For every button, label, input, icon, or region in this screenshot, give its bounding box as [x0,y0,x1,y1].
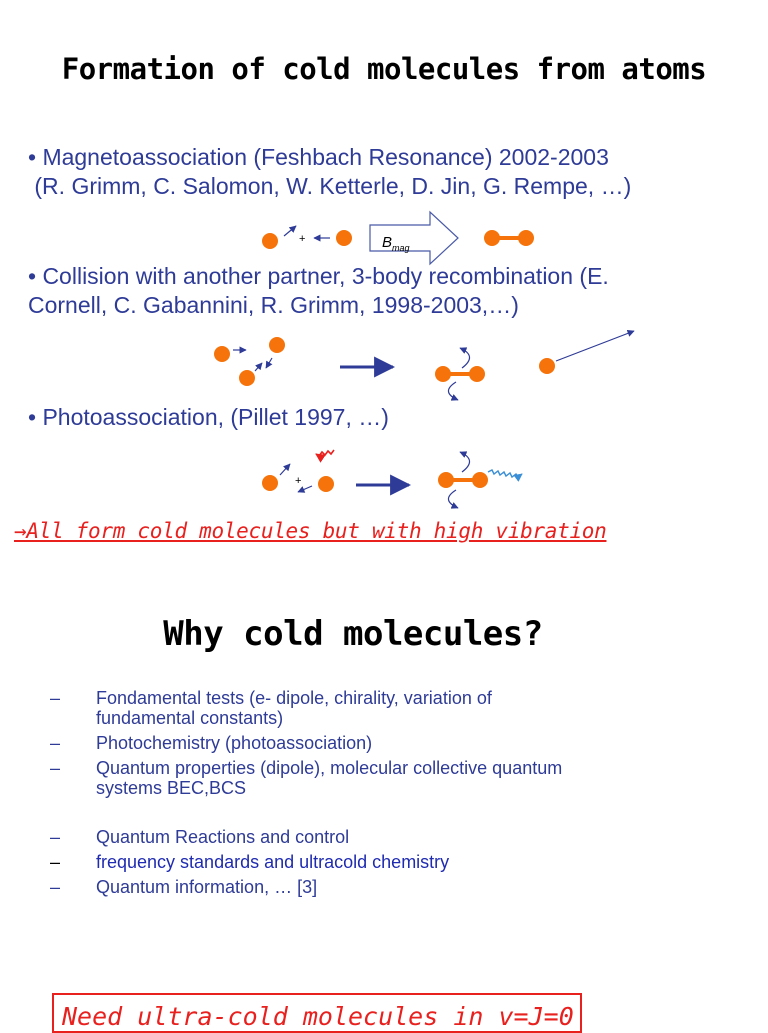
slide-title: Formation of cold molecules from atoms [61,52,707,86]
rotation-arrow [460,452,470,472]
reasons-list [50,688,750,897]
list-item-line: Quantum information, … [3] [96,877,318,897]
list-dash: – [50,733,61,753]
atom [269,337,285,353]
incoming-photon [316,450,334,456]
atom [262,233,278,249]
molecule-atom [518,230,534,246]
conclusion-highlight: →All form cold molecules but with high vibration [14,519,607,543]
rotation-arrow [460,348,470,368]
velocity-arrow [284,226,296,236]
list-item [50,688,750,728]
list-item-line: Quantum properties (dipole), molecular collective quantum [96,758,563,778]
plus-sign: + [295,475,302,487]
atom [262,475,278,491]
rotation-arrow [448,490,458,508]
bullet-line: • Collision with another partner, 3-body recombination (E. [28,263,609,289]
velocity-arrow [266,358,272,368]
list-item-line: Fondamental tests (e- dipole, chirality, variation of [96,688,492,708]
list-dash: – [50,758,61,778]
list-item-line: systems BEC,BCS [96,778,247,798]
diagram-photoassociation [262,450,522,508]
list-dash: – [50,688,61,708]
rotation-arrow [448,382,458,400]
atom [539,358,555,374]
plus-sign: + [299,233,306,245]
bullet-line: • Photoassociation, (Pillet 1997, …) [28,404,389,430]
atom [239,370,255,386]
bullet-line: (R. Grimm, C. Salomon, W. Ketterle, D. Jin, G. Rempe, …) [28,173,632,199]
atom [336,230,352,246]
list-item [50,877,750,897]
diagram-three-body [214,331,634,400]
molecule-atom [472,472,488,488]
diagram-magnetoassociation [262,212,534,264]
footer-callout-text: Need ultra-cold molecules in v=J=0 [62,1002,574,1031]
emitted-photon [488,470,522,477]
molecule-atom [469,366,485,382]
velocity-arrow [255,363,262,371]
list-item-line: Quantum Reactions and control [96,827,350,847]
list-dash: – [50,827,61,847]
atom [318,476,334,492]
list-item [50,758,750,798]
bullet-line: Cornell, C. Gabannini, R. Grimm, 1998-2003,…) [28,292,519,318]
list-dash: – [50,852,61,872]
list-item [50,827,750,847]
section-title: Why cold molecules? [163,614,543,654]
velocity-arrow [556,331,634,361]
velocity-arrow [280,464,290,475]
field-label-subscript: mag [392,243,410,253]
list-item [50,733,750,753]
list-dash: – [50,877,61,897]
list-item-line: fundamental constants) [96,708,284,728]
list-item [50,852,750,872]
molecule-atom [438,472,454,488]
molecule-atom [435,366,451,382]
field-label-base: B [382,234,393,251]
list-item-line: Photochemistry (photoassociation) [96,733,373,753]
bullet-line: • Magnetoassociation (Feshbach Resonance) 2002-2003 [28,144,609,170]
list-item-line: frequency standards and ultracold chemistry [96,852,450,872]
molecule-atom [484,230,500,246]
atom [214,346,230,362]
